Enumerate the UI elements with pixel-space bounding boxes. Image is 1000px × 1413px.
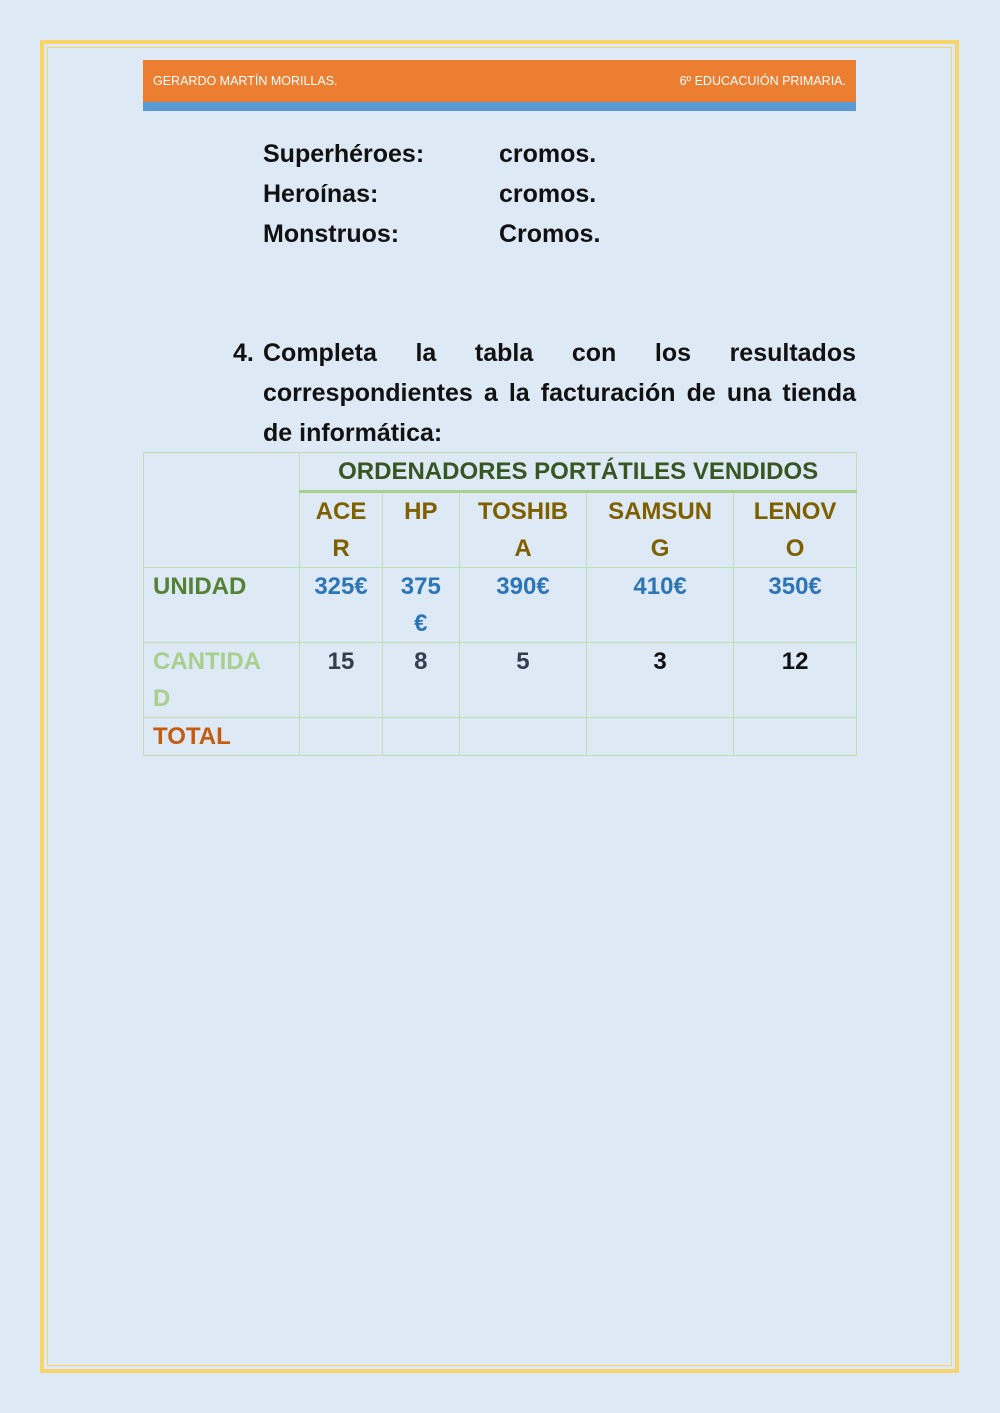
price-cell: 325€ [300, 568, 382, 643]
quantity-cell: 15 [300, 643, 382, 718]
row-label-unidad: UNIDAD [144, 568, 300, 643]
quantity-cell: 8 [382, 643, 459, 718]
card-label: Superhéroes: [263, 140, 425, 168]
cards-list [263, 134, 763, 254]
card-row-heroinas [263, 174, 763, 214]
total-cell[interactable] [734, 718, 857, 756]
task-4 [233, 333, 856, 453]
brand-lenovo [734, 492, 857, 568]
brand-label: SAMSUNG [608, 498, 713, 562]
group-header: ORDENADORES PORTÁTILES VENDIDOS [300, 453, 857, 492]
card-value: cromos. [499, 180, 597, 208]
quantity-cell: 12 [734, 643, 857, 718]
header-author: GERARDO MARTÍN MORILLAS. [153, 74, 338, 88]
brand-label: ACER [315, 498, 367, 562]
card-value: cromos. [499, 140, 597, 168]
total-cell[interactable] [459, 718, 586, 756]
price-cell: 390€ [459, 568, 586, 643]
price-cell [382, 568, 459, 643]
row-label: CANTIDAD [153, 648, 261, 712]
brand-toshiba [459, 492, 586, 568]
quantity-cell: 5 [459, 643, 586, 718]
table-row [144, 643, 857, 718]
table-row [144, 568, 857, 643]
card-value: Cromos. [499, 220, 601, 248]
brand-label: TOSHIBA [477, 498, 569, 562]
card-label: Monstruos: [263, 220, 400, 248]
brand-acer [300, 492, 382, 568]
empty-corner-cell [144, 453, 300, 568]
row-label-total: TOTAL [144, 718, 300, 756]
header-course: 6º EDUCACUIÓN PRIMARIA. [679, 74, 846, 88]
card-row-monstruos [263, 214, 763, 254]
row-label-cantidad [144, 643, 300, 718]
total-cell[interactable] [300, 718, 382, 756]
brand-label: LENOVO [753, 498, 837, 562]
brand-samsung [587, 492, 734, 568]
task-number: 4. [233, 339, 254, 367]
price-value: 375€ [400, 573, 441, 637]
brand-hp: HP [382, 492, 459, 568]
table-header-row [144, 453, 857, 492]
quantity-cell: 3 [587, 643, 734, 718]
total-cell[interactable] [587, 718, 734, 756]
price-cell: 410€ [587, 568, 734, 643]
document-header [143, 60, 856, 102]
task-text: Completa la tabla con los resultados correspondientes a la facturación de una tienda de informática: [263, 339, 856, 447]
price-cell: 350€ [734, 568, 857, 643]
header-accent-bar [143, 102, 856, 111]
table-row [144, 718, 857, 756]
total-cell[interactable] [382, 718, 459, 756]
card-row-superheroes [263, 134, 763, 174]
card-label: Heroínas: [263, 180, 379, 208]
sales-table [143, 452, 857, 756]
